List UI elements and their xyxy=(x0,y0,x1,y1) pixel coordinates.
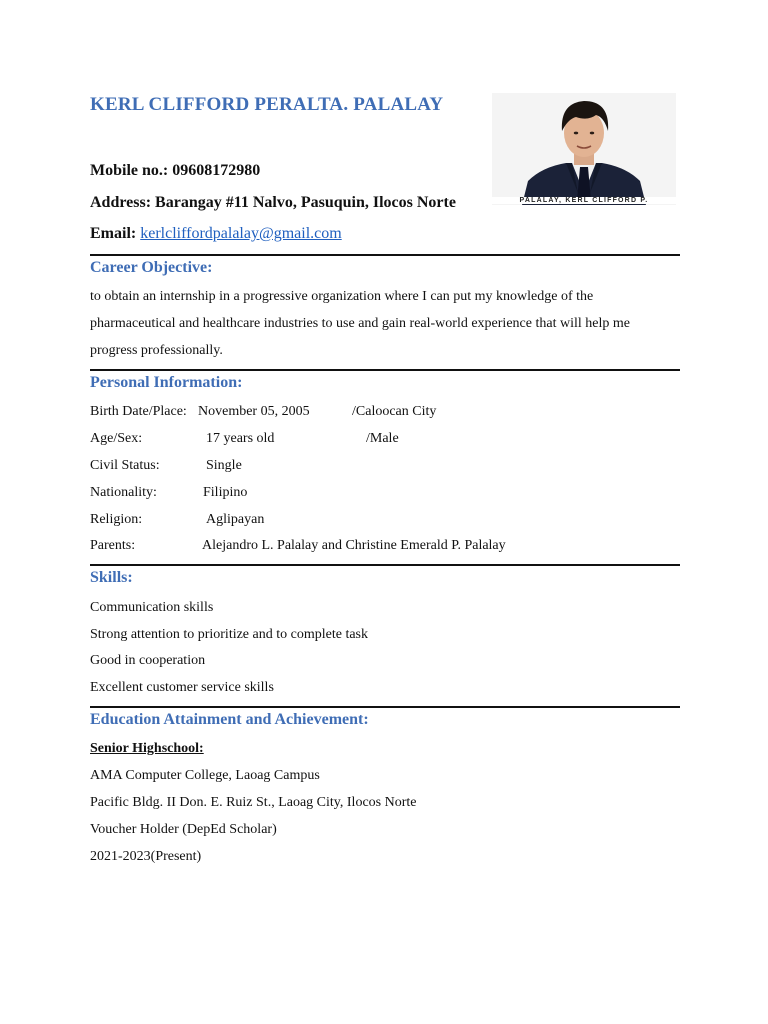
sex-value: /Male xyxy=(366,431,399,446)
age-sex-label: Age/Sex: xyxy=(90,431,143,446)
civil-status-value: Single xyxy=(206,458,242,473)
objective-line: to obtain an internship in a progressive organization where I can put my knowledge of the xyxy=(90,289,594,304)
birth-place: /Caloocan City xyxy=(352,404,437,419)
birth-date: November 05, 2005 xyxy=(198,404,310,419)
objective-line: pharmaceutical and healthcare industries to use and gain real-world experience that will help me xyxy=(90,316,630,331)
age-value: 17 years old xyxy=(206,431,275,446)
email-line xyxy=(90,225,342,243)
skill-item: Strong attention to prioritize and to complete task xyxy=(90,627,368,642)
portrait-image xyxy=(492,93,676,205)
education-line: Voucher Holder (DepEd Scholar) xyxy=(90,822,277,837)
nationality-label: Nationality: xyxy=(90,485,157,500)
email-label: Email: xyxy=(90,225,137,242)
nationality-value: Filipino xyxy=(203,485,248,500)
mobile-number: 09608172980 xyxy=(172,162,261,179)
email-link[interactable]: kerlcliffordpalalay@gmail.com xyxy=(140,225,342,242)
religion-value: Aglipayan xyxy=(206,512,265,527)
religion-label: Religion: xyxy=(90,512,143,527)
education-level: Senior Highschool: xyxy=(90,741,204,756)
career-objective-heading: Career Objective: xyxy=(90,259,213,276)
mobile-label: Mobile no.: xyxy=(90,162,169,179)
section-divider xyxy=(90,254,680,256)
address-value: Barangay #11 Nalvo, Pasuquin, Ilocos Norte xyxy=(155,194,456,211)
parents-label: Parents: xyxy=(90,538,136,553)
skill-item: Excellent customer service skills xyxy=(90,680,274,695)
education-heading: Education Attainment and Achievement: xyxy=(90,711,369,728)
resume-name: KERL CLIFFORD PERALTA. PALALAY xyxy=(90,94,444,115)
section-divider xyxy=(90,369,680,371)
birth-label: Birth Date/Place: xyxy=(90,404,187,419)
section-divider xyxy=(90,564,680,566)
education-line: AMA Computer College, Laoag Campus xyxy=(90,768,320,783)
address-line xyxy=(90,194,456,212)
parents-value: Alejandro L. Palalay and Christine Emerald P. Palalay xyxy=(202,538,506,553)
address-label: Address: xyxy=(90,194,152,211)
education-line: 2021-2023(Present) xyxy=(90,849,202,864)
civil-status-label: Civil Status: xyxy=(90,458,160,473)
photo-caption: PALALAY, KERL CLIFFORD P. xyxy=(492,197,676,204)
skill-item: Good in cooperation xyxy=(90,653,206,668)
section-divider xyxy=(90,706,680,708)
mobile-line xyxy=(90,162,260,180)
profile-photo xyxy=(492,93,676,205)
skill-item: Communication skills xyxy=(90,600,214,615)
skills-heading: Skills: xyxy=(90,569,133,586)
objective-line: progress professionally. xyxy=(90,343,223,358)
education-line: Pacific Bldg. II Don. E. Ruiz St., Laoag City, Ilocos Norte xyxy=(90,795,417,810)
personal-info-heading: Personal Information: xyxy=(90,374,243,391)
